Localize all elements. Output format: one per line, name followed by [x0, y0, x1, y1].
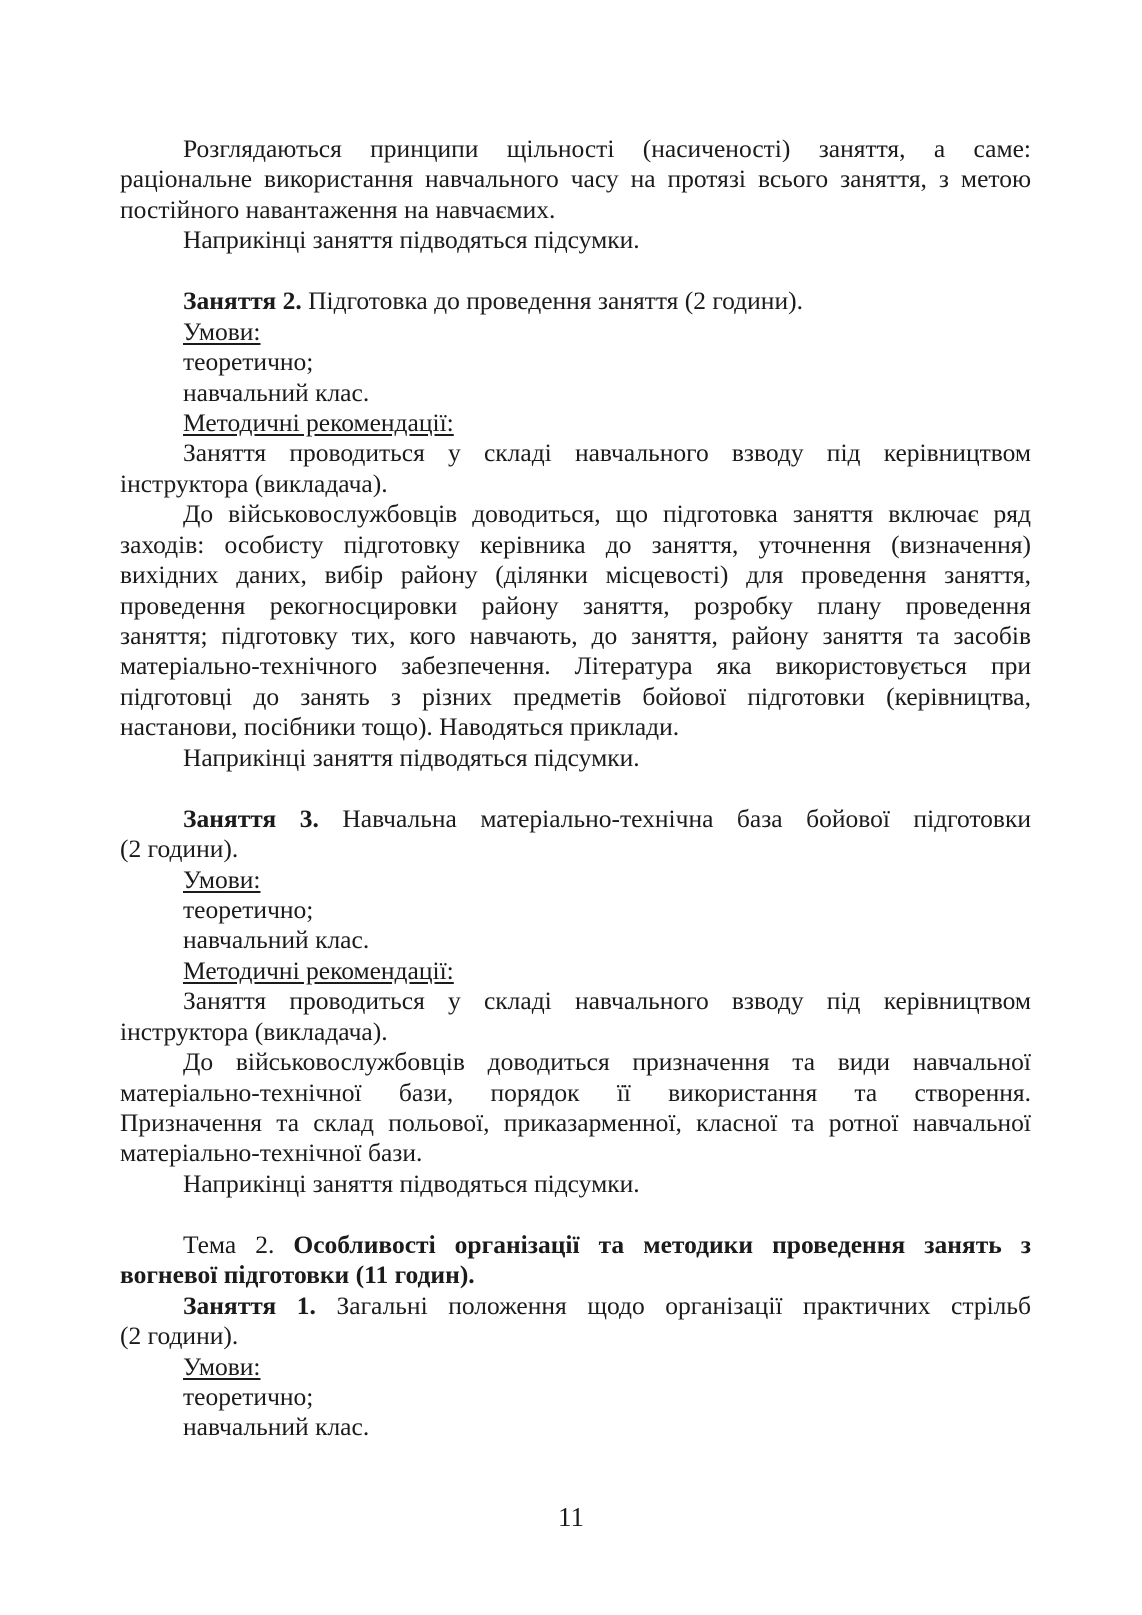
text-segment: Заняття проводиться у складі навчального взводу під керівництвом	[183, 438, 1031, 468]
text-segment: матеріально-технічної бази, порядок її використання та створення.	[120, 1077, 1031, 1107]
blank-line	[120, 1199, 1031, 1229]
text-line	[120, 1047, 1031, 1077]
text-line	[120, 134, 1031, 164]
text-segment: навчальний клас.	[183, 925, 370, 955]
text-line	[120, 560, 1031, 590]
text-line	[120, 378, 1031, 408]
text-line	[120, 317, 1031, 347]
text-line	[120, 1230, 1031, 1260]
text-line	[120, 1412, 1031, 1442]
text-line	[120, 1169, 1031, 1199]
text-segment: теоретично;	[183, 347, 314, 377]
text-segment: Загальні положення щодо організації практичних стрільб	[315, 1290, 1031, 1320]
text-line	[120, 408, 1031, 438]
text-segment: Умови:	[183, 864, 261, 894]
text-line	[120, 1260, 1031, 1290]
text-line	[120, 682, 1031, 712]
text-segment: (2 години).	[120, 834, 239, 864]
text-line	[120, 712, 1031, 742]
text-line	[120, 347, 1031, 377]
blank-line	[120, 256, 1031, 286]
document-body	[120, 134, 1031, 1443]
text-segment: Призначення та склад польової, приказарменної, класної та ротної навчальної	[120, 1108, 1031, 1137]
text-line	[120, 1352, 1031, 1382]
text-segment: матеріально-технічної бази.	[120, 1138, 423, 1168]
text-line	[120, 651, 1031, 681]
text-line	[120, 804, 1031, 834]
text-segment: заходів: особисту підготовку керівника до заняття, уточнення (визначення)	[120, 529, 1031, 559]
text-segment: До військовослужбовців доводиться призначення та види навчальної	[183, 1047, 1031, 1077]
text-segment: вихідних даних, вибір району (ділянки місцевості) для проведення заняття,	[120, 560, 1031, 590]
text-segment: проведення рекогносцировки району заняття, розробку плану проведення	[120, 590, 1031, 620]
text-segment: інструктора (викладача).	[120, 468, 388, 498]
text-segment: заняття; підготовку тих, кого навчають, до заняття, району заняття та засобів	[120, 621, 1031, 650]
text-line	[120, 1291, 1031, 1321]
text-segment: матеріально-технічного забезпечення. Література яка використовується при	[120, 651, 1031, 681]
text-segment: інструктора (викладача).	[120, 1016, 388, 1046]
text-segment: Наприкінці заняття підводяться підсумки.	[183, 742, 640, 772]
text-line	[120, 1108, 1031, 1138]
text-segment: Методичні рекомендації:	[183, 407, 454, 437]
text-segment: Розглядаються принципи щільності (насиченості) заняття, а саме:	[183, 134, 1031, 163]
text-line	[120, 925, 1031, 955]
text-line	[120, 438, 1031, 468]
text-segment: Особливості організації та методики проведення занять з	[293, 1229, 1031, 1259]
text-segment: Заняття 3.	[183, 803, 319, 833]
text-line	[120, 986, 1031, 1016]
text-line	[120, 834, 1031, 864]
text-line	[120, 621, 1031, 651]
text-segment: Заняття 1.	[183, 1290, 316, 1320]
text-line	[120, 591, 1031, 621]
text-line	[120, 743, 1031, 773]
text-line	[120, 1078, 1031, 1108]
text-segment: Наприкінці заняття підводяться підсумки.	[183, 225, 640, 255]
text-line	[120, 1382, 1031, 1412]
text-segment: Тема 2.	[183, 1229, 294, 1259]
text-segment: Заняття проводиться у складі навчального взводу під керівництвом	[183, 986, 1031, 1016]
text-line	[120, 499, 1031, 529]
text-line	[120, 956, 1031, 986]
text-segment: навчальний клас.	[183, 377, 370, 407]
text-line	[120, 195, 1031, 225]
text-line	[120, 865, 1031, 895]
page-number: 11	[558, 1502, 584, 1532]
text-segment: Навчальна матеріально-технічна база бойової підготовки	[318, 803, 1031, 833]
text-line	[120, 1321, 1031, 1351]
text-line	[120, 530, 1031, 560]
text-segment: Умови:	[183, 1351, 261, 1381]
text-segment: підготовці до занять з різних предметів бойової підготовки (керівництва,	[120, 681, 1031, 711]
text-segment: До військовослужбовців доводиться, що підготовка заняття включає ряд	[183, 499, 1031, 529]
text-line	[120, 895, 1031, 925]
text-segment: Заняття 2.	[183, 286, 302, 316]
text-line	[120, 1017, 1031, 1047]
blank-line	[120, 773, 1031, 803]
text-segment: вогневої підготовки (11 годин).	[120, 1260, 475, 1290]
text-segment: Умови:	[183, 316, 261, 346]
text-segment: Методичні рекомендації:	[183, 955, 454, 985]
text-segment: настанови, посібники тощо). Наводяться приклади.	[120, 712, 680, 742]
text-line	[120, 225, 1031, 255]
text-line	[120, 469, 1031, 499]
text-segment: раціональне використання навчального часу на протязі всього заняття, з метою	[120, 164, 1031, 194]
text-segment: (2 години).	[120, 1321, 239, 1351]
text-segment: Наприкінці заняття підводяться підсумки.	[183, 1168, 640, 1198]
text-segment: теоретично;	[183, 894, 314, 924]
text-segment: теоретично;	[183, 1381, 314, 1411]
text-segment: навчальний клас.	[183, 1412, 370, 1442]
text-segment: Підготовка до проведення заняття (2 години).	[301, 286, 803, 316]
text-line	[120, 164, 1031, 194]
text-segment: постійного навантаження на навчаємих.	[120, 194, 556, 224]
text-line	[120, 1138, 1031, 1168]
text-line	[120, 286, 1031, 316]
